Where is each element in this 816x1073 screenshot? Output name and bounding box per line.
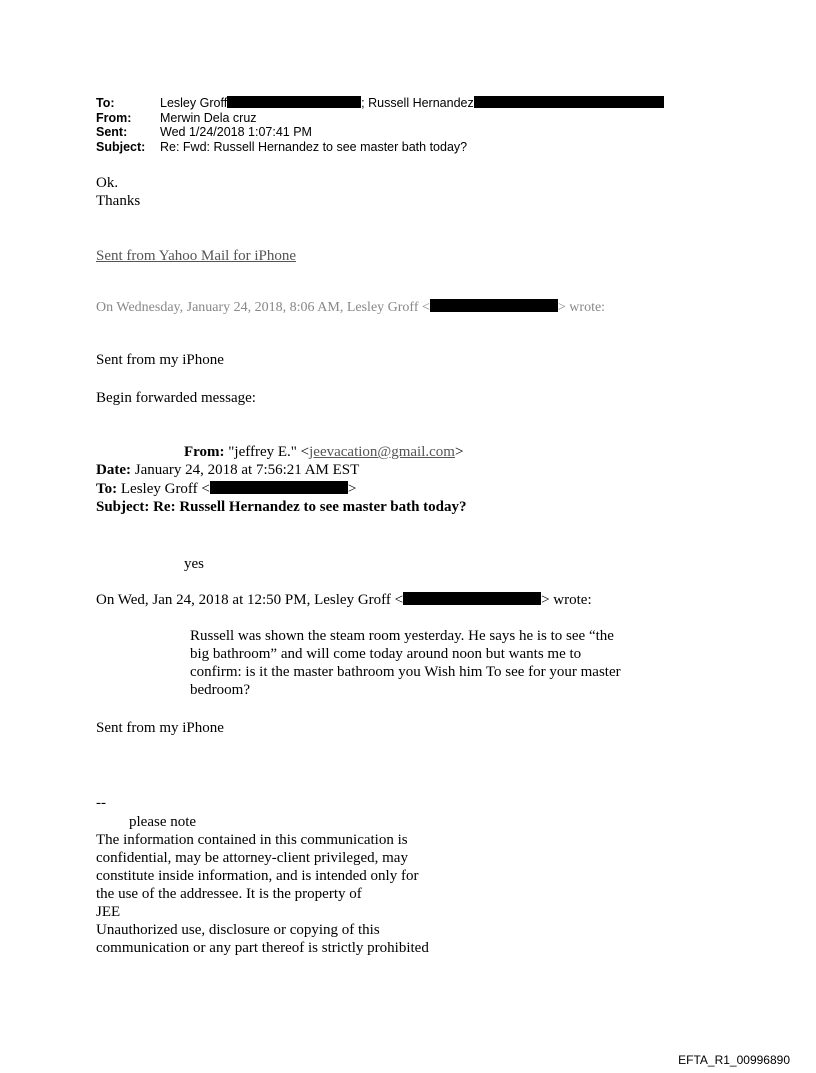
- forward-subject-value: Re: Russell Hernandez to see master bath today?: [149, 499, 467, 515]
- disclaimer-line: confidential, may be attorney-client privileged, may: [96, 850, 408, 866]
- quoted-attribution-2-prefix: On Wed, Jan 24, 2018 at 12:50 PM, Lesley Groff <: [96, 592, 404, 608]
- disclaimer-line: JEE: [96, 904, 121, 920]
- sent-from-iphone-2: Sent from my iPhone: [96, 720, 224, 736]
- forward-from-email-link[interactable]: jeevacation@gmail.com: [309, 444, 455, 460]
- header-from-label: From:: [96, 110, 132, 125]
- forward-from-name: "jeffrey E." <: [224, 444, 310, 460]
- forward-subject-label: Subject:: [96, 499, 150, 515]
- header-from-value: Merwin Dela cruz: [160, 110, 257, 125]
- header-to-name-1: Lesley Groff: [160, 96, 228, 110]
- quoted-message-body: Russell was shown the steam room yesterday. He says he is to see “the big bathroom” and will come today around noon but wants me to confirm: is it the master bathroom you Wish him To see for your master bedroom?: [190, 628, 621, 698]
- redaction-box: [210, 481, 348, 494]
- forward-from-row: [184, 443, 463, 461]
- confidentiality-disclaimer: [96, 813, 476, 957]
- disclaimer-line: The information contained in this communication is: [96, 832, 408, 848]
- header-subject-row: [96, 140, 664, 155]
- quoted-attribution-1-prefix: On Wednesday, January 24, 2018, 8:06 AM, Lesley Groff <: [96, 300, 430, 315]
- disclaimer-line: the use of the addressee. It is the property of: [96, 886, 362, 902]
- header-subject-value: Re: Fwd: Russell Hernandez to see master bath today?: [160, 139, 468, 154]
- header-to-row: [96, 96, 664, 111]
- redaction-box: [474, 96, 664, 108]
- forward-date-value: January 24, 2018 at 7:56:21 AM EST: [130, 462, 360, 478]
- sent-from-iphone-1: Sent from my iPhone: [96, 352, 224, 368]
- disclaimer-line: constitute inside information, and is intended only for: [96, 868, 419, 884]
- quoted-attribution-1-suffix: > wrote:: [557, 300, 606, 315]
- header-to-name-2: ; Russell Hernandez: [361, 96, 474, 110]
- disclaimer-line: communication or any part thereof is strictly prohibited: [96, 940, 429, 956]
- body-line-thanks: Thanks: [96, 193, 141, 209]
- redaction-box: [430, 299, 558, 312]
- header-sent-row: [96, 125, 664, 140]
- header-sent-label: Sent:: [96, 125, 128, 139]
- signature-separator: --: [96, 795, 106, 811]
- disclaimer-note: please note: [129, 814, 197, 830]
- quoted-attribution-2-suffix: > wrote:: [541, 592, 592, 608]
- email-header: [96, 96, 664, 154]
- header-sent-value: Wed 1/24/2018 1:07:41 PM: [160, 125, 312, 139]
- disclaimer-line: Unauthorized use, disclosure or copying of this: [96, 922, 380, 938]
- forward-to-close: >: [347, 481, 357, 497]
- yahoo-mail-link[interactable]: Sent from Yahoo Mail for iPhone: [96, 248, 296, 264]
- forward-from-label: From:: [184, 444, 225, 460]
- forward-from-close: >: [454, 444, 464, 460]
- header-subject-label: Subject:: [96, 139, 146, 154]
- quoted-attribution-1: [96, 299, 605, 317]
- header-to-label: To:: [96, 96, 115, 110]
- forward-date-label: Date:: [96, 462, 131, 478]
- forward-to-row: [96, 480, 356, 498]
- redaction-box: [227, 96, 361, 108]
- body-line-ok: Ok.: [96, 175, 119, 191]
- begin-forwarded-message: Begin forwarded message:: [96, 390, 256, 406]
- forward-to-label: To:: [96, 481, 118, 497]
- forward-date-row: [96, 461, 359, 479]
- forward-subject-row: [96, 498, 467, 516]
- document-id-footer: EFTA_R1_00996890: [678, 1053, 790, 1067]
- redaction-box: [403, 592, 541, 605]
- forward-to-name: Lesley Groff <: [117, 481, 210, 497]
- header-from-row: [96, 111, 664, 126]
- quoted-attribution-2: [96, 591, 592, 609]
- reply-yes: yes: [184, 556, 204, 572]
